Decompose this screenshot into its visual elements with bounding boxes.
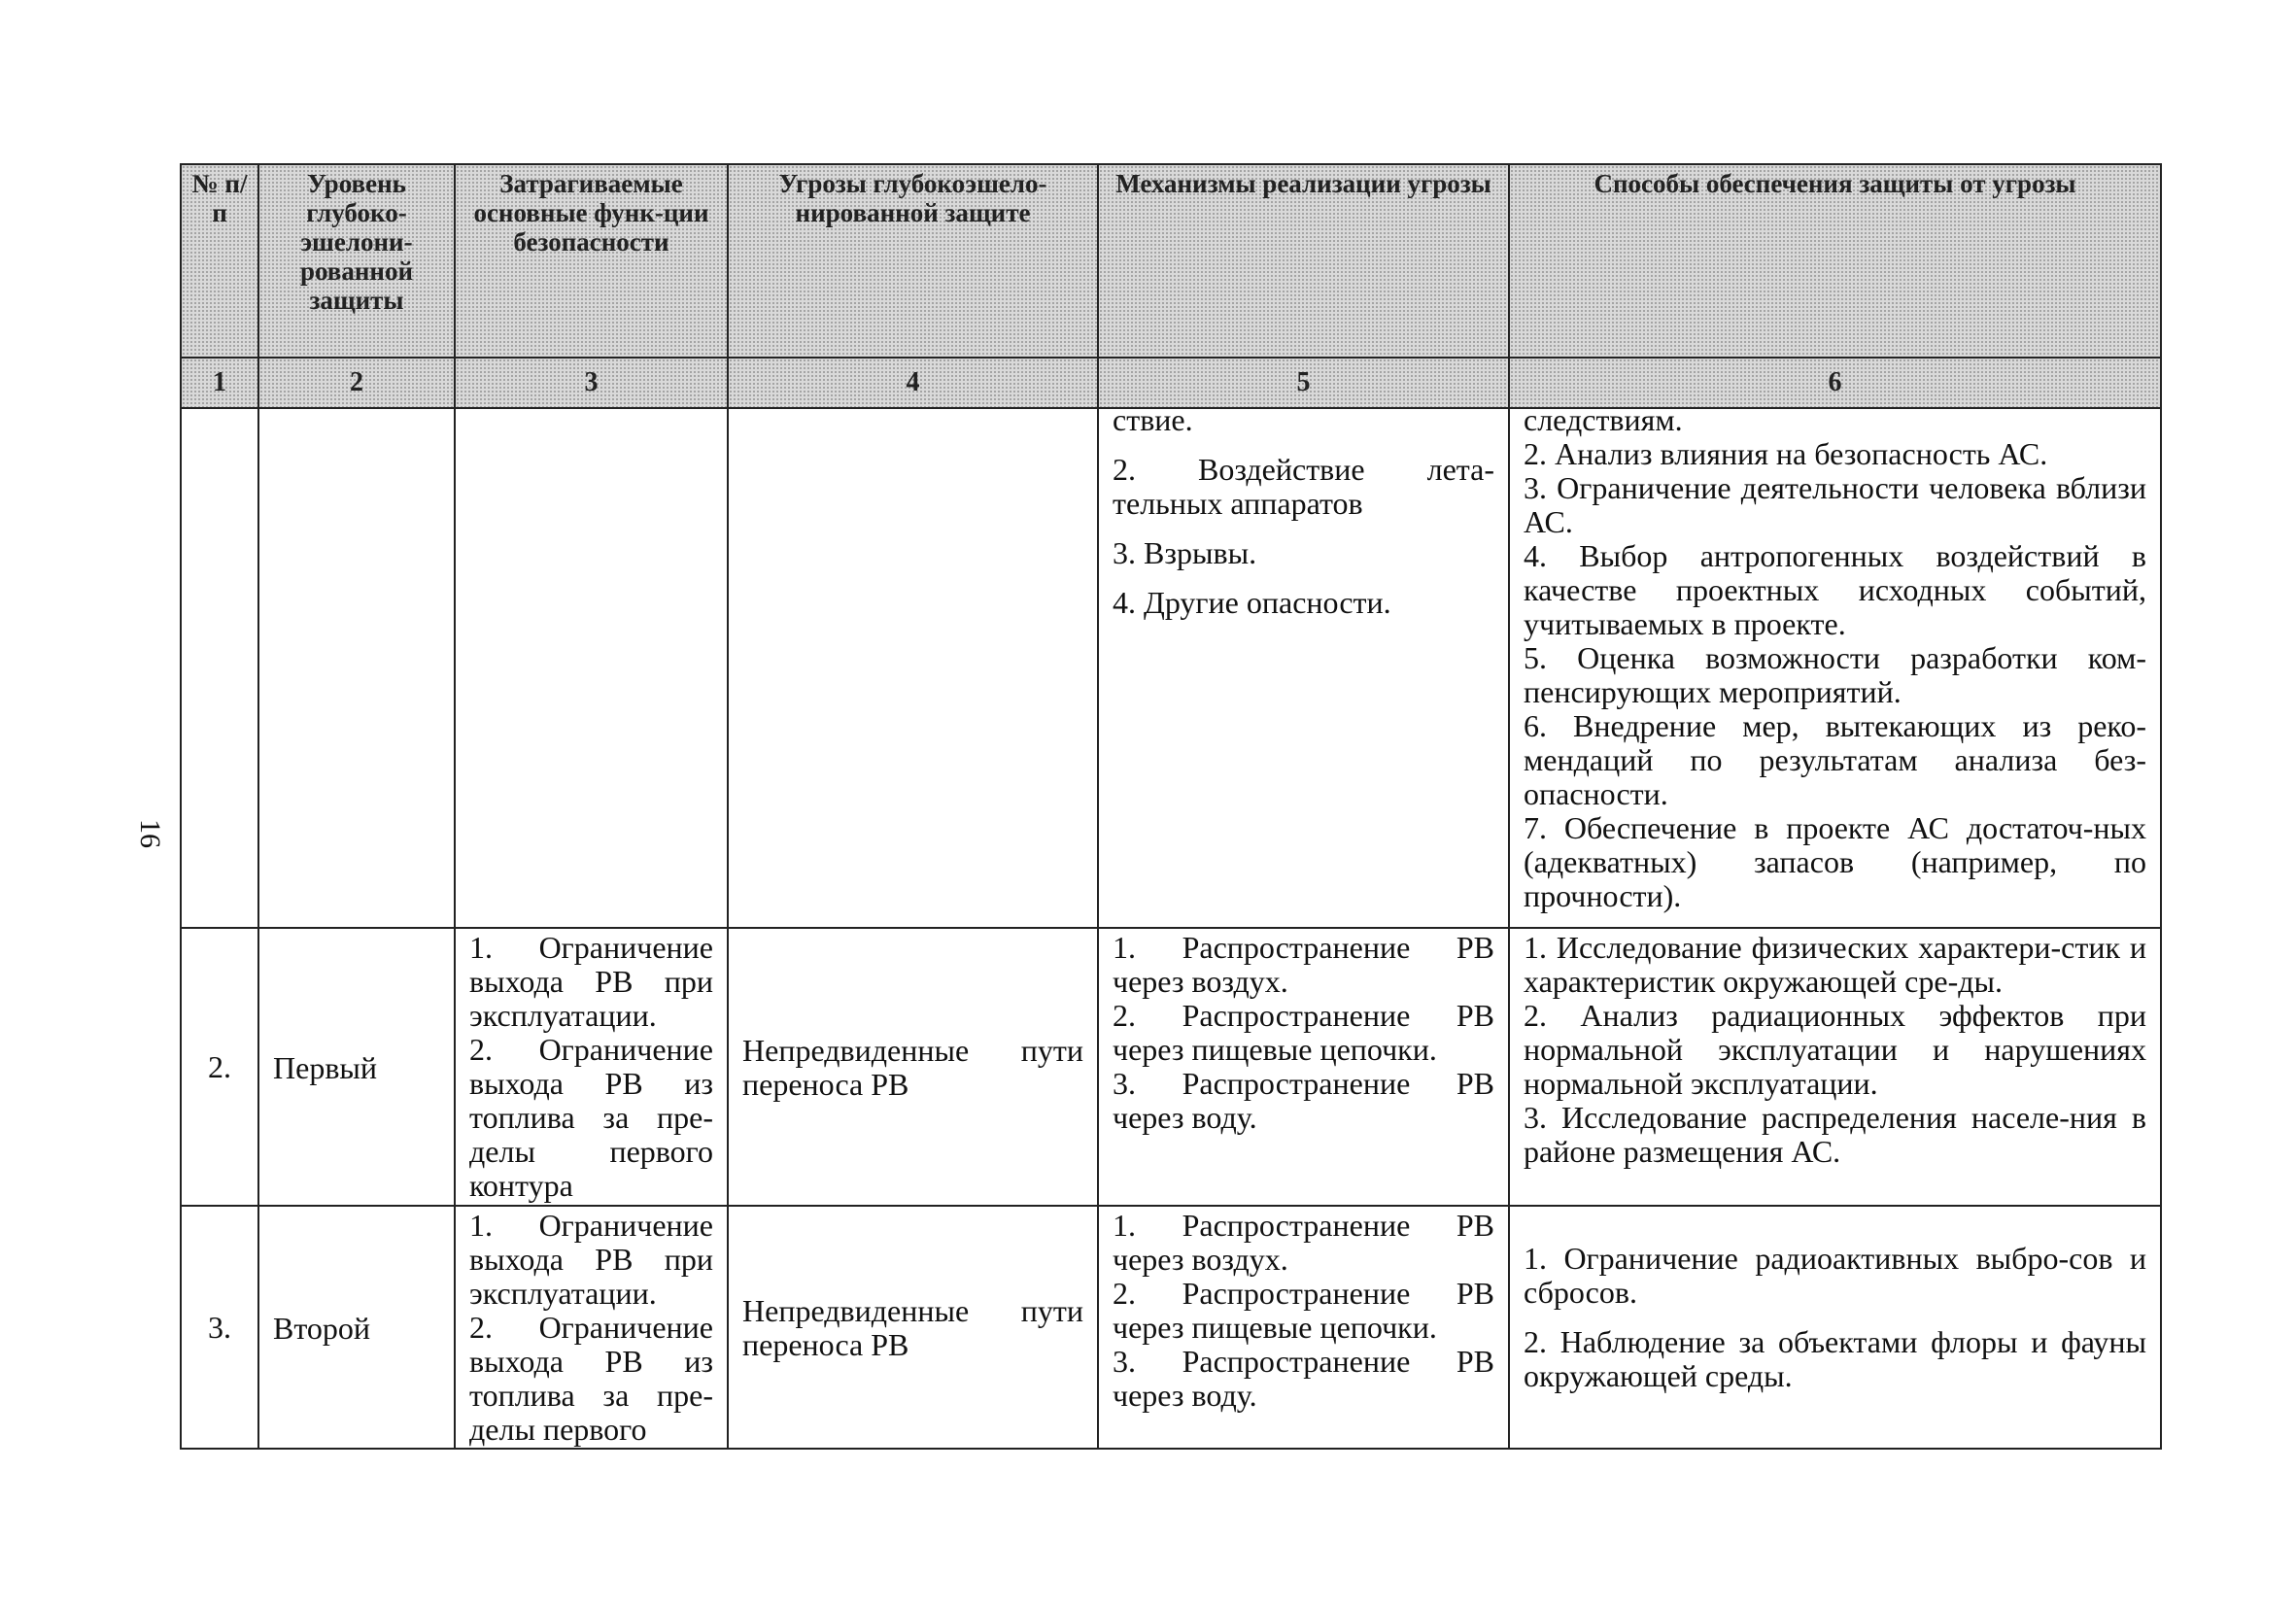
column-number: 5	[1098, 358, 1509, 408]
list-item: 6. Внедрение мер, вытекающих из реко-мендаций по результатам анализа без-опасности.	[1524, 708, 2146, 811]
list-item: 2. Распространение РВ через пищевые цепочки.	[1113, 998, 1494, 1067]
list-item: 1. Исследование физических характери-стик и характеристик окружающей сре-ды.	[1524, 930, 2146, 999]
list-item: 2. Ограничение выхода РВ из топлива за пре-делы первого контура	[469, 1032, 713, 1203]
column-number: 3	[455, 358, 728, 408]
header-mechanisms: Механизмы реализации угрозы	[1098, 164, 1509, 358]
list-item: 1. Ограничение выхода РВ при эксплуатации.	[469, 930, 713, 1033]
header-defense-level: Уровень глубоко-эшелони-рованной защиты	[258, 164, 455, 358]
defense-level-cell: Второй	[258, 1206, 455, 1449]
list-item: 1. Распространение РВ через воздух.	[1113, 930, 1494, 999]
list-item: 4. Другие опасности.	[1113, 585, 1391, 620]
threat-cell: Непредвиденные пути переноса РВ	[728, 1206, 1098, 1449]
protection-cell	[1509, 408, 2161, 928]
header-protection-methods: Способы обеспечения защиты от угрозы	[1509, 164, 2161, 358]
list-item: 2. Анализ влияния на безопасность АС.	[1524, 436, 2048, 471]
list-item: 2. Ограничение выхода РВ из топлива за пре-делы первого	[469, 1310, 713, 1447]
list-item: 4. Выбор антропогенных воздействий в качестве проектных исходных событий, учитываемых в проекте.	[1524, 538, 2146, 641]
protection-cell	[1509, 928, 2161, 1206]
list-item: 7. Обеспечение в проекте АС достаточ-ных (адекватных) запасов (например, по прочности).	[1524, 810, 2146, 913]
column-number: 2	[258, 358, 455, 408]
safety-functions-cell	[455, 928, 728, 1206]
list-item: 1. Ограничение радиоактивных выбро-сов и сбросов.	[1524, 1241, 2146, 1310]
mechanisms-cell	[1098, 408, 1509, 928]
row-number-cell	[181, 408, 258, 928]
list-item: 2. Наблюдение за объектами флоры и фауны окружающей среды.	[1524, 1324, 2146, 1393]
list-item: 1. Ограничение выхода РВ при эксплуатации.	[469, 1208, 713, 1311]
row-number-cell: 2.	[181, 928, 258, 1206]
list-item: ствие.	[1113, 408, 1193, 437]
list-item: 2. Анализ радиационных эффектов при нормальной эксплуатации и нарушениях нормальной эксплуатации.	[1524, 998, 2146, 1101]
table-row	[181, 408, 2161, 928]
list-item: 5. Оценка возможности разработки ком-пенсирующих мероприятий.	[1524, 640, 2146, 709]
column-number: 1	[181, 358, 258, 408]
list-item: 3. Ограничение деятельности человека вблизи АС.	[1524, 470, 2146, 539]
list-item: 2. Воздействие лета-тельных аппаратов	[1113, 452, 1494, 521]
threat-cell: Непредвиденные пути переноса РВ	[728, 928, 1098, 1206]
safety-functions-cell	[455, 1206, 728, 1449]
mechanisms-cell	[1098, 1206, 1509, 1449]
header-threats: Угрозы глубокоэшело-нированной защите	[728, 164, 1098, 358]
list-item: 3. Распространение РВ через воду.	[1113, 1066, 1494, 1135]
protection-cell	[1509, 1206, 2161, 1449]
safety-threats-table	[180, 163, 2162, 1450]
table-row	[181, 1206, 2161, 1449]
page-number: 16	[134, 819, 166, 848]
list-item: 3. Исследование распределения населе-ния в районе размещения АС.	[1524, 1100, 2146, 1169]
defense-level-cell	[258, 408, 455, 928]
column-number-row	[181, 358, 2161, 408]
table-row	[181, 928, 2161, 1206]
column-number: 4	[728, 358, 1098, 408]
list-item: 2. Распространение РВ через пищевые цепочки.	[1113, 1276, 1494, 1345]
header-safety-functions: Затрагиваемые основные функ-ции безопасности	[455, 164, 728, 358]
threat-cell	[728, 408, 1098, 928]
list-item: 3. Взрывы.	[1113, 535, 1257, 570]
list-item: 1. Распространение РВ через воздух.	[1113, 1208, 1494, 1277]
mechanisms-cell	[1098, 928, 1509, 1206]
column-number: 6	[1509, 358, 2161, 408]
table-header-row	[181, 164, 2161, 358]
list-item: 3. Распространение РВ через воду.	[1113, 1344, 1494, 1413]
header-number: № п/п	[181, 164, 258, 358]
row-number-cell: 3.	[181, 1206, 258, 1449]
safety-functions-cell	[455, 408, 728, 928]
defense-level-cell: Первый	[258, 928, 455, 1206]
list-item: следствиям.	[1524, 408, 1683, 437]
